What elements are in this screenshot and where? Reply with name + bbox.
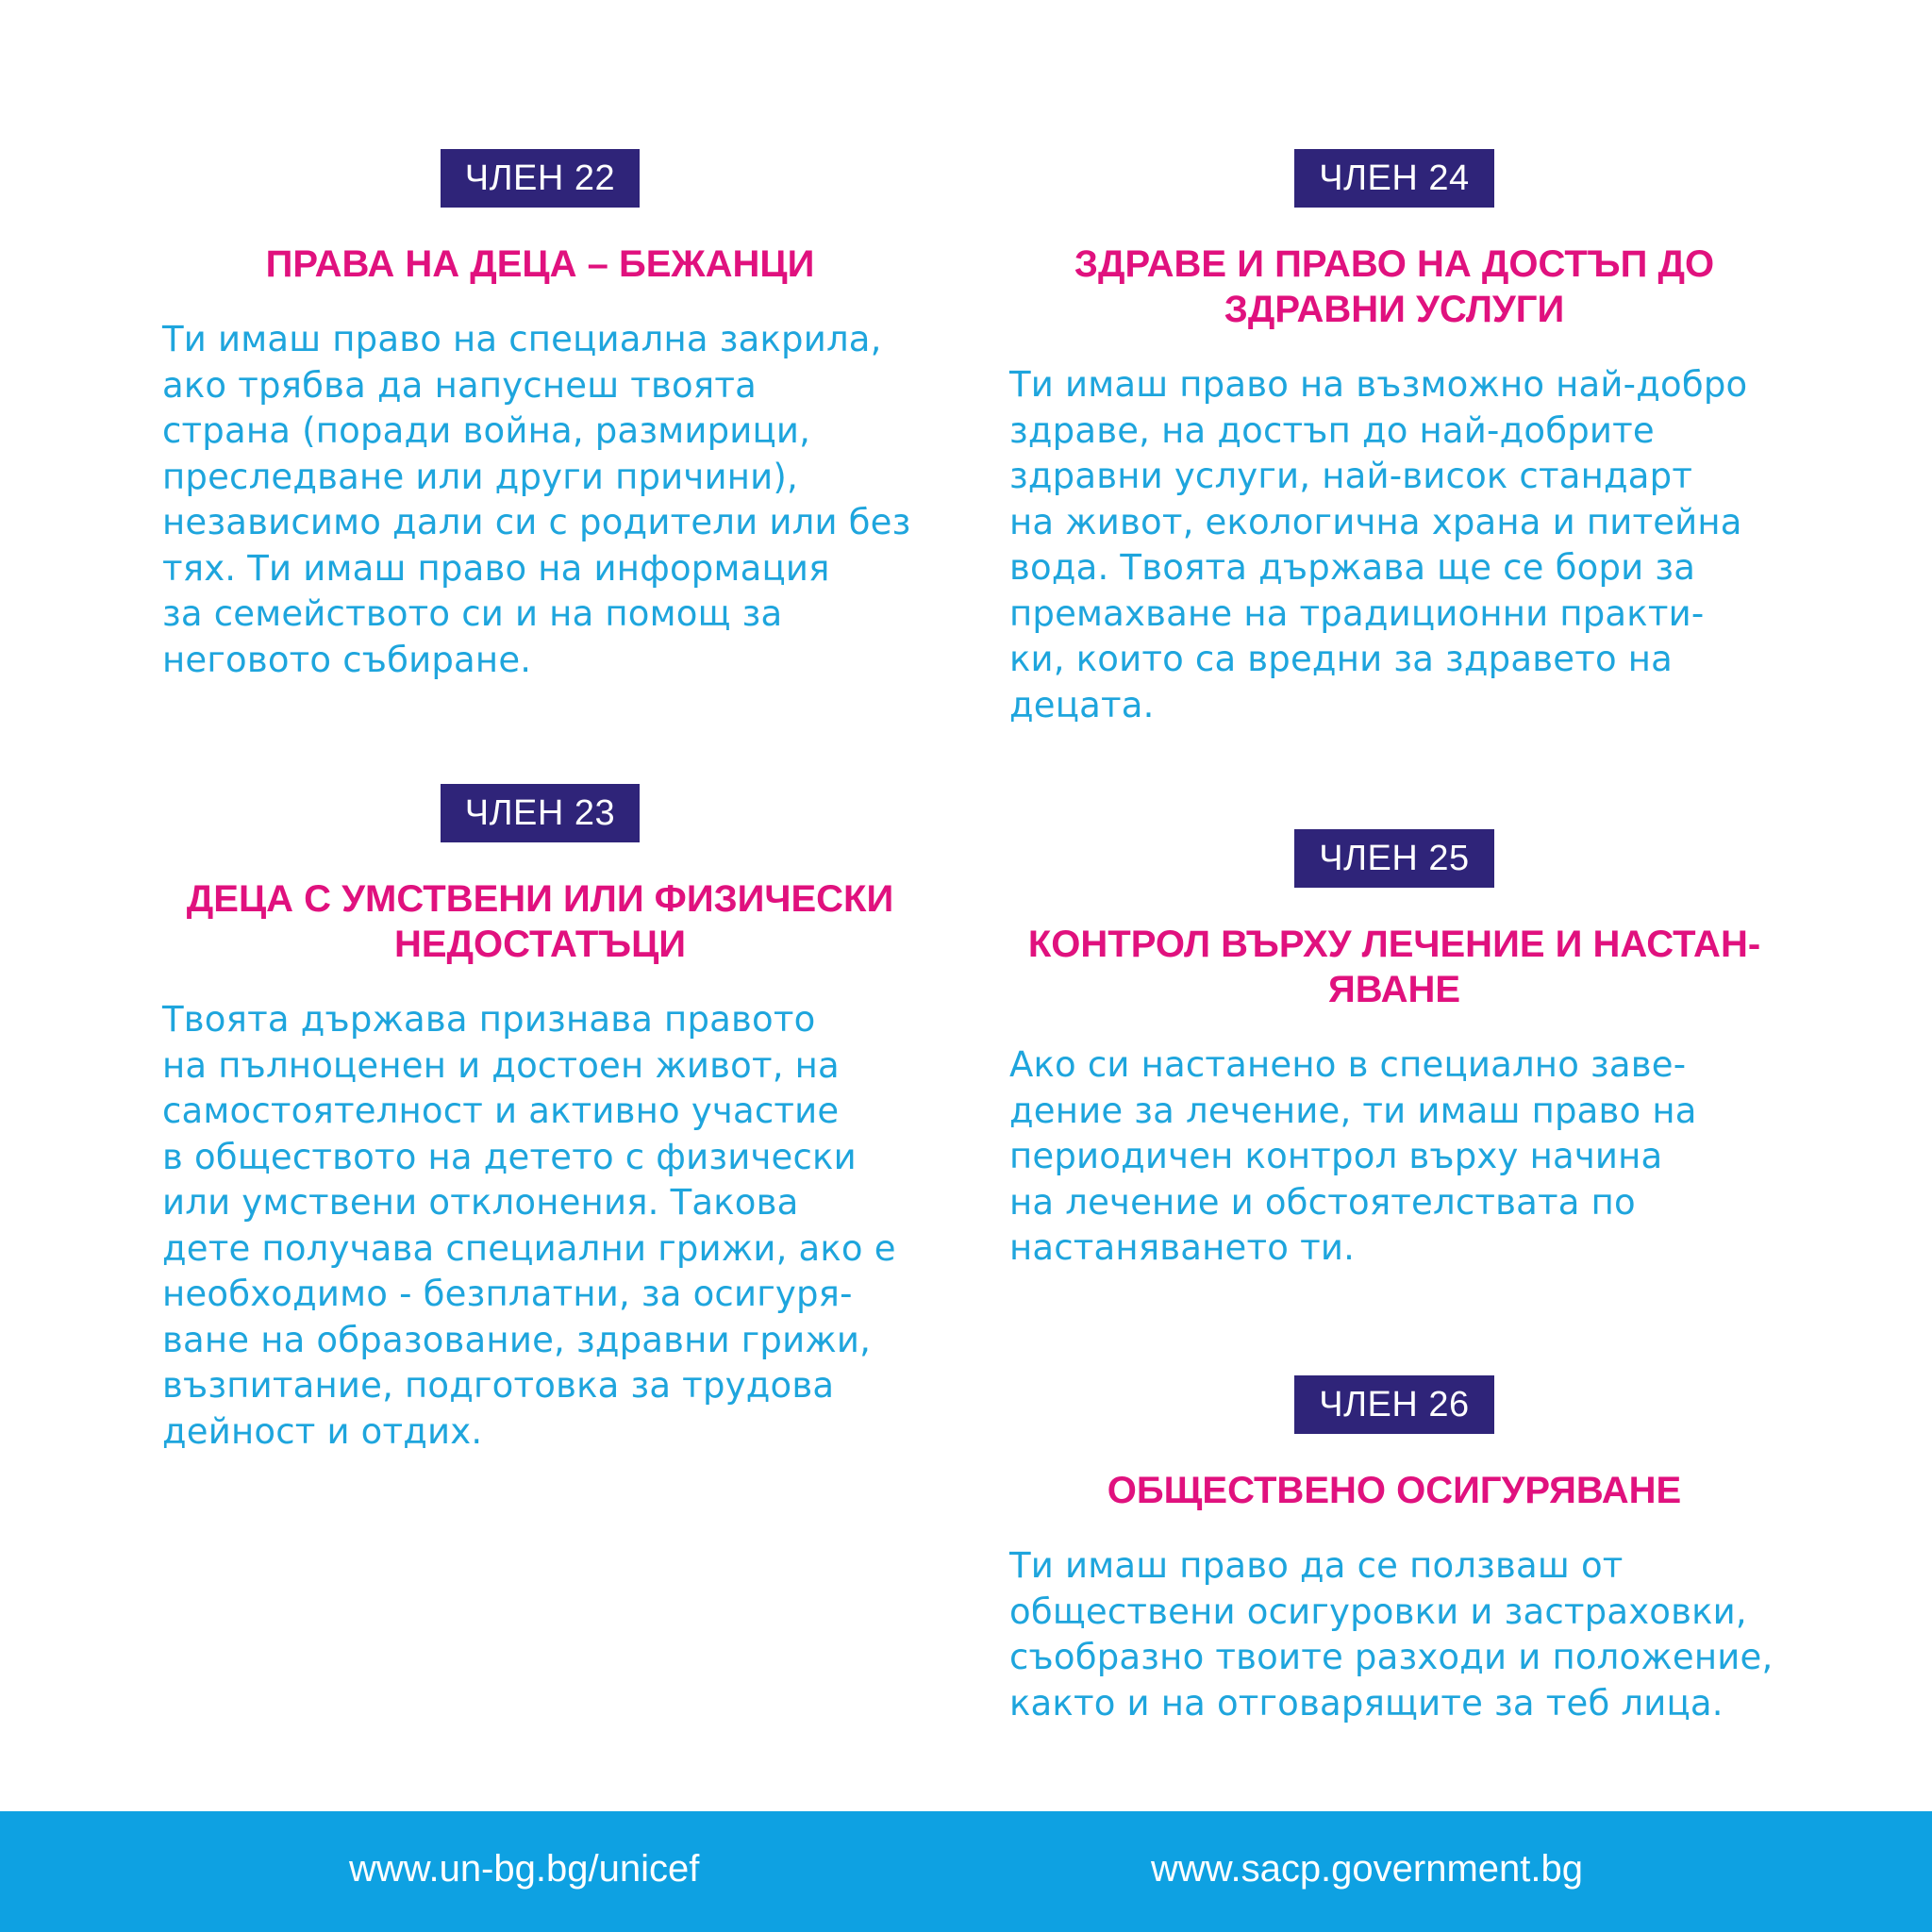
article-badge: ЧЛЕН 22 — [441, 149, 640, 208]
article-body: Ти имаш право на възможно най-добро здраве, на достъп до най-добрите здравни услуги, най-висок стандарт на живот, екологична храна и питейна вода. Твоята държава ще се бори за премахване на традиционни практи- ки, които са вредни за здравето на децата. — [1009, 364, 1748, 725]
sacp-link[interactable]: www.sacp.government.bg — [1151, 1848, 1584, 1890]
left-column — [151, 0, 929, 1792]
article-body: Ти имаш право на специална закрила, ако трябва да напуснеш твоята страна (поради война, размирици, преследване или други причини), независимо дали си с родители или без тях. Ти имаш право на информация за семейството си и на помощ за неговото събиране. — [162, 319, 911, 680]
article-23 — [151, 784, 929, 1455]
article-25 — [998, 829, 1790, 1272]
article-heading: ОБЩЕСТВЕНО ОСИГУРЯВАНЕ — [1107, 1470, 1682, 1511]
article-24 — [998, 149, 1790, 728]
article-badge: ЧЛЕН 24 — [1294, 149, 1493, 208]
article-heading: ПРАВА НА ДЕЦА – БЕЖАНЦИ — [265, 243, 815, 285]
article-22 — [151, 149, 929, 683]
footer-bar — [0, 1811, 1932, 1932]
article-body: Твоята държава признава правото на пълноценен и достоен живот, на самостоятелност и активно участие в обществото на детето с физически или умствени отклонения. Такова дете получава специални грижи, ако е необходимо - безплатни, за осигуря- ване на образование, здравни грижи, възпитание, подготовка за трудова дейност и отдих. — [162, 999, 896, 1452]
article-badge: ЧЛЕН 25 — [1294, 829, 1493, 888]
article-heading: ЗДРАВЕ И ПРАВО НА ДОСТЪП ДО ЗДРАВНИ УСЛУГИ — [1074, 243, 1715, 330]
right-column — [998, 0, 1790, 1792]
article-heading: ДЕЦА С УМСТВЕНИ ИЛИ ФИЗИЧЕСКИ НЕДОСТАТЪЦИ — [186, 878, 894, 965]
article-body: Ти имаш право да се ползваш от обществени осигуровки и застраховки, съобразно твоите разходи и положение, както и на отговарящите за теб лица. — [1009, 1545, 1774, 1724]
article-body: Ако си настанено в специално заве- дение за лечение, ти имаш право на периодичен контрол върху начина на лечение и обстоятелствата по настаняването ти. — [1009, 1044, 1697, 1268]
article-badge: ЧЛЕН 26 — [1294, 1375, 1493, 1434]
article-badge: ЧЛЕН 23 — [441, 784, 640, 842]
article-heading: КОНТРОЛ ВЪРХУ ЛЕЧЕНИЕ И НАСТАН- ЯВАНЕ — [1027, 924, 1761, 1010]
unicef-link[interactable]: www.un-bg.bg/unicef — [349, 1848, 700, 1890]
article-26 — [998, 1375, 1790, 1726]
